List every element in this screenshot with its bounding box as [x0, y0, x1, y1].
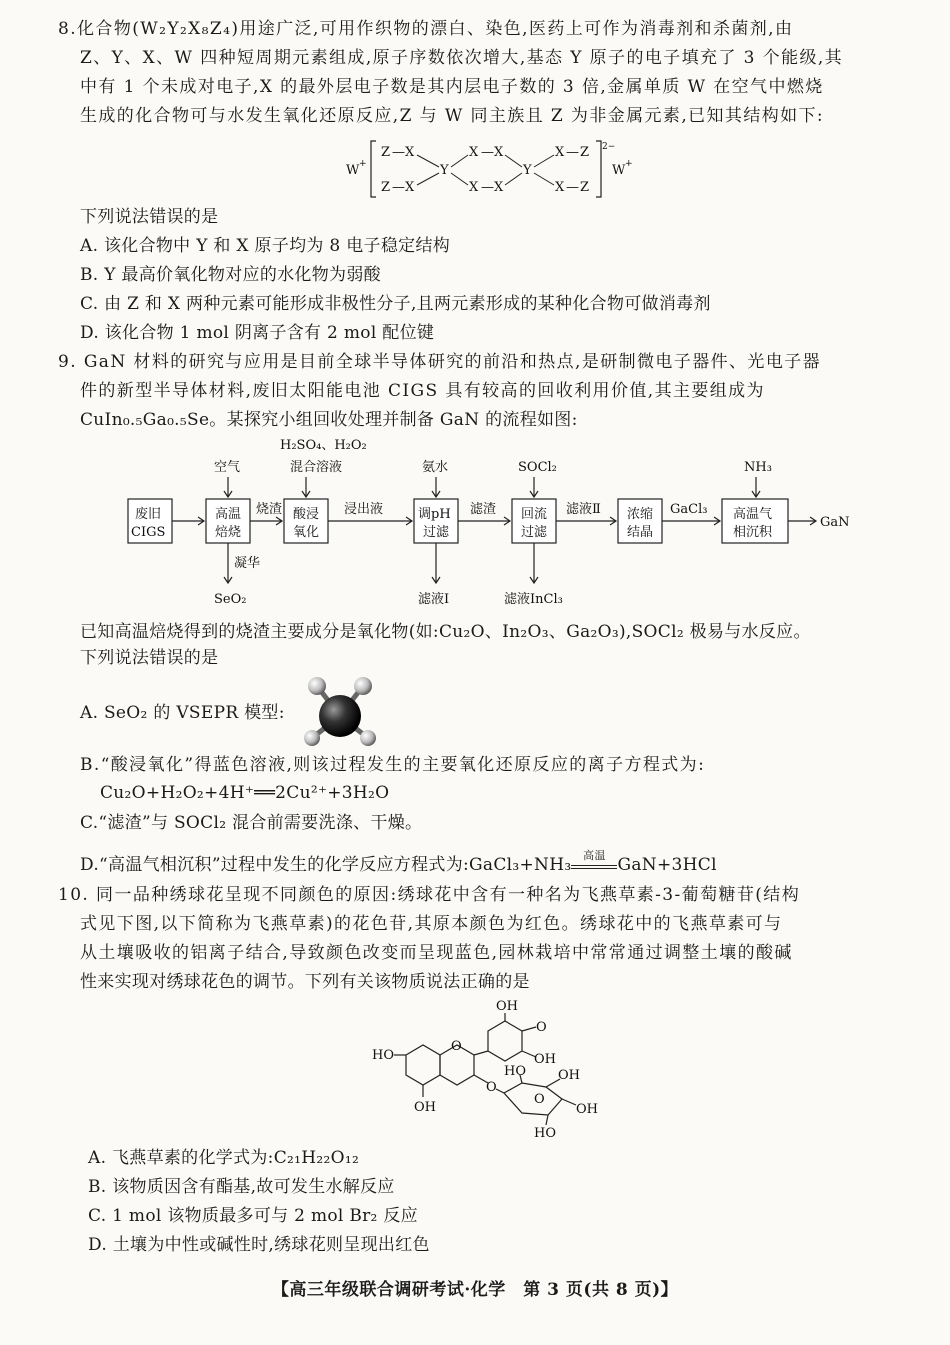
- q9-known: 已知高温焙烧得到的烧渣主要成分是氧化物(如:Cu₂O、In₂O₃、Ga₂O₃),SOCl₂ 极易与水反应。: [80, 622, 811, 642]
- struct-x8: X: [555, 180, 565, 195]
- flow-top-air: 空气: [214, 460, 241, 475]
- q9-option-d-pre: D.“高温气相沉积”过程中发生的化学反应方程式为:GaCl₃+NH₃: [80, 855, 572, 875]
- flow-arrow-label-4: 滤液Ⅱ: [566, 502, 601, 517]
- q10-option-b: B. 该物质因含有酯基,故可发生水解反应: [88, 1177, 395, 1197]
- q9-flowchart: [120, 433, 860, 613]
- flow-top-nh3: NH₃: [744, 460, 772, 475]
- q9-option-d-post: GaN+3HCl: [617, 855, 717, 875]
- q9-line1: 9. GaN 材料的研究与应用是目前全球半导体研究的前沿和热点,是研制微电子器件、光电子器: [58, 352, 822, 372]
- q10-line3: 从土壤吸收的铝离子结合,导致颜色改变而呈现蓝色,园林栽培中常常通过调整土壤的酸碱: [80, 943, 793, 963]
- flow-box7-a: 高温气: [733, 507, 773, 522]
- struct-x4: X: [494, 145, 504, 160]
- flow-arrow-label-3: 滤渣: [470, 502, 497, 517]
- q9-option-b-line2: Cu₂O+H₂O₂+4H⁺══2Cu²⁺+3H₂O: [100, 783, 390, 803]
- q8-option-c: C. 由 Z 和 X 两种元素可能形成非极性分子,且两元素形成的某种化合物可做消毒剂: [80, 294, 711, 314]
- mol-oh-bottom: OH: [414, 1100, 436, 1115]
- struct-y1: Y: [440, 163, 449, 178]
- q9-line3: CuIn₀.₅Ga₀.₅Se。某探究小组回收处理并制备 GaN 的流程如图:: [80, 410, 578, 430]
- flow-box1-a: 废旧: [135, 507, 162, 522]
- q10-option-d: D. 土壤为中性或碱性时,绣球花则呈现出红色: [88, 1235, 430, 1255]
- mol-oh-glucose-2: OH: [576, 1102, 598, 1117]
- mol-oh-right: OH: [534, 1052, 556, 1067]
- q10-line4: 性来实现对绣球花色的调节。下列有关该物质说法正确的是: [80, 972, 530, 992]
- struct-anion-charge: 2−: [602, 142, 616, 152]
- struct-y2: Y: [523, 163, 532, 178]
- mol-o-keto: O: [536, 1020, 547, 1035]
- reaction-arrow: [571, 849, 617, 869]
- q8-option-b: B. Y 最高价氧化物对应的水化物为弱酸: [80, 265, 381, 285]
- q8-prompt: 下列说法错误的是: [80, 207, 219, 227]
- reaction-condition: 高温: [583, 849, 606, 862]
- q10-line2: 式见下图,以下简称为飞燕草素)的花色苷,其原本颜色为红色。绣球花中的飞燕草素可与: [80, 914, 783, 934]
- q9-prompt: 下列说法错误的是: [80, 648, 219, 668]
- struct-w-right: W: [612, 163, 626, 178]
- struct-dash5: —: [566, 145, 579, 160]
- struct-x6: X: [494, 180, 504, 195]
- flow-top-acid-a: H₂SO₄、H₂O₂: [280, 438, 367, 453]
- struct-z3: Z: [580, 145, 590, 160]
- flow-box4-b: 过滤: [423, 525, 450, 540]
- struct-z2: Z: [381, 180, 391, 195]
- flow-bottom-2: 滤液Ⅰ: [418, 592, 450, 607]
- mol-ho-glucose-2: HO: [534, 1126, 556, 1141]
- mol-ho-glucose-1: HO: [504, 1064, 526, 1079]
- struct-dash6: —: [566, 180, 579, 195]
- q9-line2: 件的新型半导体材料,废旧太阳能电池 CIGS 具有较高的回收利用价值,其主要组成为: [80, 381, 765, 401]
- q8-line4: 生成的化合物可与水发生氧化还原反应,Z 与 W 同主族且 Z 为非金属元素,已知其结构如下:: [80, 106, 825, 126]
- struct-w-left: W: [346, 163, 360, 178]
- mol-oh-glucose-1: OH: [558, 1068, 580, 1083]
- flow-box1-b: CIGS: [131, 525, 166, 540]
- struct-z4: Z: [580, 180, 590, 195]
- flow-arrow-label-5: GaCl₃: [670, 502, 708, 517]
- struct-dash3: —: [481, 145, 494, 160]
- delphinidin-structure-diagram: [370, 995, 630, 1145]
- flow-box5-b: 过滤: [521, 525, 548, 540]
- struct-dash4: —: [481, 180, 494, 195]
- flow-top-ammonia: 氨水: [422, 460, 449, 475]
- flow-top-acid-b: 混合溶液: [290, 460, 343, 475]
- struct-z1: Z: [381, 145, 391, 160]
- flow-box5-a: 回流: [521, 507, 548, 522]
- q8-option-a: A. 该化合物中 Y 和 X 原子均为 8 电子稳定结构: [80, 236, 451, 256]
- flow-box2-b: 焙烧: [215, 525, 242, 540]
- flow-box6-b: 结晶: [627, 525, 654, 540]
- q8-line3: 中有 1 个未成对电子,X 的最外层电子数是其内层电子数的 3 倍,金属单质 W 在空气中燃烧: [80, 77, 824, 97]
- seo2-vsepr-model-image: [290, 672, 390, 754]
- q8-line1: 8.化合物(W₂Y₂X₈Z₄)用途广泛,可用作织物的漂白、染色,医药上可作为消毒剂和杀菌剂,由: [58, 19, 794, 39]
- flow-top-socl2: SOCl₂: [518, 460, 557, 475]
- struct-x7: X: [555, 145, 565, 160]
- flow-bottom-3: 滤液InCl₃: [504, 592, 563, 607]
- q8-option-d: D. 该化合物 1 mol 阴离子含有 2 mol 配位键: [80, 323, 435, 343]
- flow-box6-a: 浓缩: [627, 507, 654, 522]
- q8-structure-diagram: [340, 135, 640, 203]
- q9-option-a: A. SeO₂ 的 VSEPR 模型:: [80, 703, 285, 723]
- flow-box3-a: 酸浸: [293, 507, 320, 522]
- flow-box3-b: 氧化: [293, 525, 320, 540]
- struct-x3: X: [469, 145, 479, 160]
- mol-o-ring: O: [451, 1039, 462, 1054]
- flow-arrow-label-2: 浸出液: [344, 502, 384, 517]
- mol-ho-left: HO: [372, 1048, 394, 1063]
- flow-side-label: 凝华: [234, 556, 261, 571]
- q10-line1: 10. 同一品种绣球花呈现不同颜色的原因:绣球花中含有一种名为飞燕草素-3-葡萄糖苷(结构: [58, 885, 801, 905]
- flow-arrow-label-1: 烧渣: [256, 502, 283, 517]
- struct-dash2: —: [392, 180, 405, 195]
- struct-dash1: —: [392, 145, 405, 160]
- q8-line2: Z、Y、X、W 四种短周期元素组成,原子序数依次增大,基态 Y 原子的电子填充了 3 个能级,其: [80, 48, 844, 68]
- page-footer: 【高三年级联合调研考试·化学 第 3 页(共 8 页)】: [271, 1280, 679, 1300]
- flow-bottom-1: SeO₂: [214, 592, 247, 607]
- struct-w-left-charge: +: [359, 159, 367, 169]
- q10-option-a: A. 飞燕草素的化学式为:C₂₁H₂₂O₁₂: [88, 1148, 360, 1168]
- mol-o-glycoside: O: [486, 1080, 497, 1095]
- flow-output: GaN: [820, 515, 850, 530]
- q9-option-b-line1: B.“酸浸氧化”得蓝色溶液,则该过程发生的主要氧化还原反应的离子方程式为:: [80, 755, 706, 775]
- q9-option-c: C.“滤渣”与 SOCl₂ 混合前需要洗涤、干燥。: [80, 813, 423, 833]
- flow-box7-b: 相沉积: [733, 525, 773, 540]
- struct-x5: X: [469, 180, 479, 195]
- q9-option-d: [80, 849, 717, 876]
- struct-x2: X: [405, 180, 415, 195]
- q10-option-c: C. 1 mol 该物质最多可与 2 mol Br₂ 反应: [88, 1206, 418, 1226]
- flow-box4-a: 调pH: [418, 507, 451, 522]
- mol-oh-top: OH: [496, 999, 518, 1014]
- flow-box2-a: 高温: [215, 507, 242, 522]
- struct-x1: X: [405, 145, 415, 160]
- struct-w-right-charge: +: [625, 159, 633, 169]
- mol-o-glucose: O: [534, 1092, 545, 1107]
